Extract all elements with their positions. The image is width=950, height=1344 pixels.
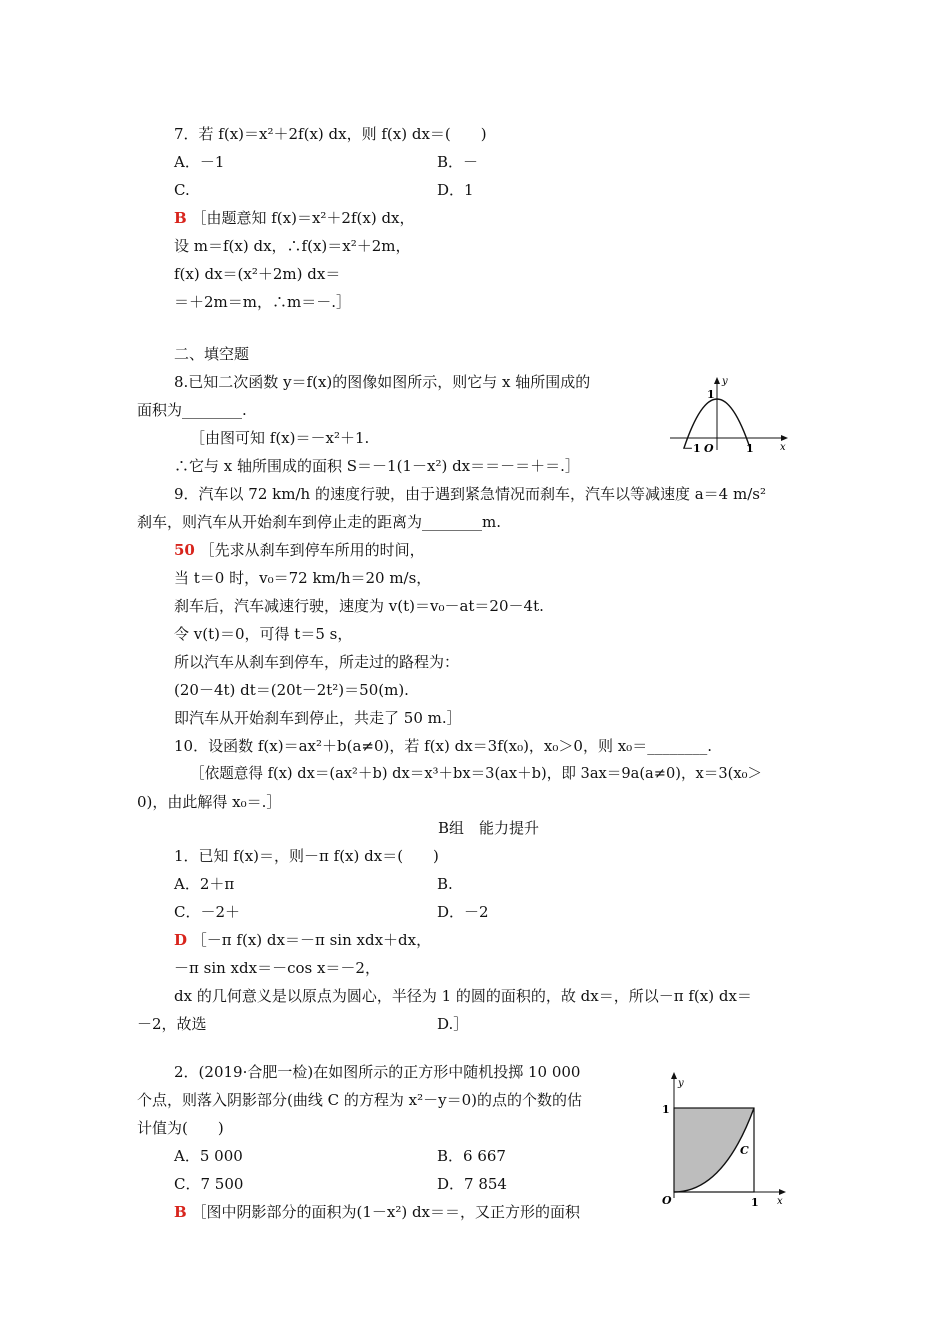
b2-solution-line-1 — [174, 1202, 580, 1222]
q10-solution-line-1: ［依题意得 f(x) dx＝(ax²＋b) dx＝x³＋bx＝3(ax＋b)，即 3ax＝9a(a≠0)，x＝3(x₀＞ — [190, 765, 763, 782]
b2-graph-origin: O — [662, 1194, 672, 1207]
q7-solution-line-4: ＝＋2m＝m，∴m＝－.］ — [174, 293, 351, 311]
b1-solution-line-1 — [174, 930, 431, 950]
b1-option-d: D．－2 — [437, 903, 489, 921]
b2-option-d: D．7 854 — [437, 1175, 507, 1193]
q9-stem-line-1: 9．汽车以 72 km/h 的速度行驶，由于遇到紧急情况而刹车，汽车以等减速度 a＝4 m/s² — [174, 485, 766, 503]
q7-solution-line-1 — [174, 208, 415, 228]
q7-solution-line-3: f(x) dx＝(x²＋2m) dx＝ — [174, 265, 341, 283]
b2-square-figure — [656, 1068, 790, 1210]
q9-solution-line-5: 所以汽车从刹车到停车，所走过的路程为： — [174, 653, 460, 671]
b1-solution-line-3: dx 的几何意义是以原点为圆心，半径为 1 的圆的面积的，故 dx＝，所以－π f(x) dx＝ — [174, 987, 752, 1005]
b2-stem-line-1: 2．(2019·合肥一检)在如图所示的正方形中随机投掷 10 000 — [174, 1063, 581, 1081]
b1-solution-line-4: －2，故选 — [137, 1015, 207, 1033]
q7-solution-text-1: ［由题意知 f(x)＝x²＋2f(x) dx， — [191, 209, 415, 227]
group-b-heading: B组 能力提升 — [438, 819, 540, 837]
q9-stem-line-2: 刹车，则汽车从开始刹车到停止走的距离为________m. — [137, 513, 501, 531]
section-heading: 二、填空题 — [174, 345, 250, 363]
b2-graph-x-label: x — [777, 1196, 783, 1207]
b1-stem: 1．已知 f(x)＝，则－π f(x) dx＝( ) — [174, 847, 439, 865]
q8-graph-minus-one: －1 — [682, 442, 701, 455]
b2-graph-one-x: 1 — [751, 1196, 759, 1209]
q8-stem-line-1: 8.已知二次函数 y＝f(x)的图像如图所示，则它与 x 轴所围成的 — [174, 373, 591, 391]
q7-option-d: D．1 — [437, 181, 474, 199]
q7-answer: B — [174, 209, 187, 227]
b2-graph-one-y: 1 — [662, 1103, 670, 1116]
q9-solution-line-3: 刹车后，汽车减速行驶，速度为 v(t)＝v₀－at＝20－4t. — [174, 597, 544, 615]
b2-option-a: A．5 000 — [174, 1147, 243, 1165]
b1-solution-text-1: ［－π f(x) dx＝－π sin xdx＋dx， — [191, 931, 432, 949]
q8-graph-y-label: y — [722, 376, 728, 387]
q7-option-a: A．－1 — [174, 153, 225, 171]
b1-option-a: A．2＋π — [174, 875, 235, 893]
q9-solution-line-7: 即汽车从开始刹车到停止，共走了 50 m.］ — [174, 709, 462, 727]
q9-solution-line-1 — [174, 540, 425, 560]
q7-option-b: B．－ — [437, 153, 479, 171]
b2-stem-line-3: 计值为( ) — [137, 1119, 224, 1137]
q10-stem: 10．设函数 f(x)＝ax²＋b(a≠0)，若 f(x) dx＝3f(x₀)，x₀＞0，则 x₀＝________. — [174, 737, 712, 755]
b1-solution-line-4b: D.］ — [437, 1015, 469, 1033]
q8-graph-one-x: 1 — [746, 442, 754, 455]
b2-option-b: B．6 667 — [437, 1147, 506, 1165]
q8-parabola-figure — [664, 370, 794, 455]
q8-solution-line-2: ∴它与 x 轴所围成的面积 S＝－1(1－x²) dx＝＝－＝＋＝.］ — [174, 457, 580, 475]
b2-solution-text-1: ［图中阴影部分的面积为(1－x²) dx＝＝，又正方形的面积 — [191, 1203, 581, 1221]
q10-solution-line-2: 0)，由此解得 x₀＝.］ — [137, 793, 282, 811]
q8-stem-line-2: 面积为________. — [137, 401, 247, 419]
q8-solution-line-1: ［由图可知 f(x)＝－x²＋1. — [190, 429, 370, 447]
b2-graph-y-label: y — [678, 1078, 684, 1089]
b2-answer: B — [174, 1203, 187, 1221]
q9-solution-line-6: (20－4t) dt＝(20t－2t²)＝50(m). — [174, 681, 409, 699]
q8-graph-one-y: 1 — [707, 388, 715, 401]
q7-solution-line-2: 设 m＝f(x) dx，∴f(x)＝x²＋2m， — [174, 237, 411, 255]
q9-answer: 50 — [174, 541, 195, 559]
q7-option-c: C. — [174, 181, 190, 199]
b1-answer: D — [174, 931, 188, 949]
b1-option-b: B. — [437, 875, 453, 893]
q8-graph-x-label: x — [780, 442, 786, 453]
b2-option-c: C．7 500 — [174, 1175, 244, 1193]
b2-stem-line-2: 个点，则落入阴影部分(曲线 C 的方程为 x²－y＝0)的点的个数的估 — [137, 1091, 582, 1109]
q8-graph-origin: O — [704, 442, 714, 455]
q9-solution-line-4: 令 v(t)＝0，可得 t＝5 s， — [174, 625, 353, 643]
b1-solution-line-2: －π sin xdx＝－cos x＝－2， — [174, 959, 380, 977]
q9-solution-text-1: ［先求从刹车到停车所用的时间， — [199, 541, 425, 559]
q9-solution-line-2: 当 t＝0 时，v₀＝72 km/h＝20 m/s， — [174, 569, 432, 587]
b1-option-c: C．－2＋ — [174, 903, 241, 921]
b2-graph-curve-label: C — [740, 1144, 749, 1157]
q7-stem: 7．若 f(x)＝x²＋2f(x) dx，则 f(x) dx＝( ) — [174, 125, 487, 143]
